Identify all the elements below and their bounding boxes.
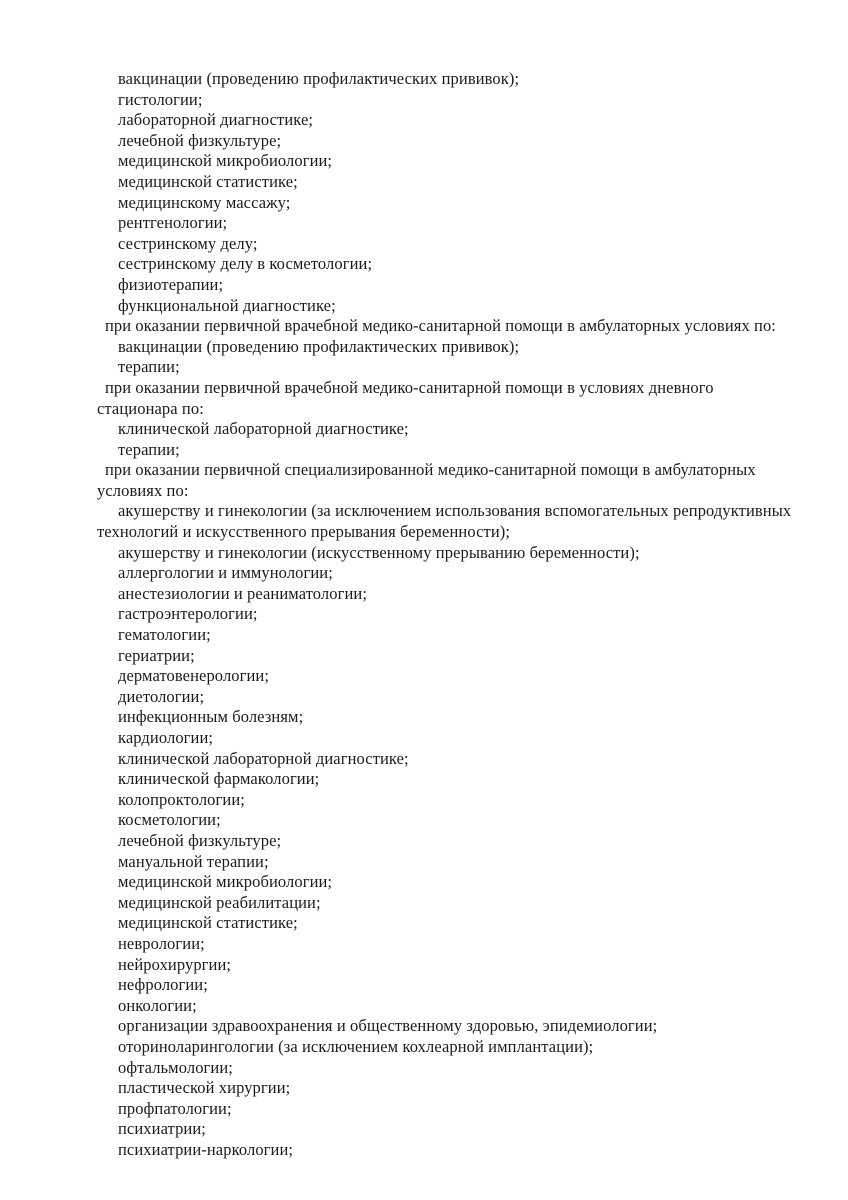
document-line: технологий и искусственного прерывания беременности); xyxy=(97,522,511,542)
document-line: гастроэнтерологии; xyxy=(118,604,258,624)
document-text xyxy=(97,69,807,1160)
document-line: функциональной диагностике; xyxy=(118,295,336,315)
document-line: нефрологии; xyxy=(118,975,208,995)
document-line: условиях по: xyxy=(97,480,189,500)
document-line: акушерству и гинекологии (за исключением использования вспомогательных репродуктивных xyxy=(118,501,792,521)
document-line: стационара по: xyxy=(97,398,204,418)
document-line: лечебной физкультуре; xyxy=(118,130,282,150)
document-line: гематологии; xyxy=(118,625,211,645)
document-line: офтальмологии; xyxy=(118,1057,233,1077)
document-line: диетологии; xyxy=(118,686,205,706)
document-line: профпатологии; xyxy=(118,1098,232,1118)
document-line: рентгенологии; xyxy=(118,213,228,233)
document-line: лечебной физкультуре; xyxy=(118,830,282,850)
document-line: вакцинации (проведению профилактических прививок); xyxy=(118,69,520,88)
document-line: сестринскому делу в косметологии; xyxy=(118,254,373,274)
document-line: медицинской микробиологии; xyxy=(118,872,333,892)
document-line: медицинской статистике; xyxy=(118,171,298,191)
document-line: физиотерапии; xyxy=(118,274,224,294)
document-line: психиатрии; xyxy=(118,1119,206,1139)
document-line: психиатрии-наркологии; xyxy=(118,1139,294,1159)
paragraph-lead-line: при оказании первичной специализированной медико-санитарной помощи в амбулаторных xyxy=(105,460,756,480)
document-line: гистологии; xyxy=(118,89,203,109)
document-line: клинической лабораторной диагностике; xyxy=(118,748,409,768)
document-line: косметологии; xyxy=(118,810,221,830)
document-line: оториноларингологии (за исключением кохлеарной имплантации); xyxy=(118,1036,594,1056)
document-line: гериатрии; xyxy=(118,645,195,665)
document-line: клинической фармакологии; xyxy=(118,769,320,789)
document-line: инфекционным болезням; xyxy=(118,707,304,727)
document-line: терапии; xyxy=(118,357,180,377)
document-line: дерматовенерологии; xyxy=(118,666,270,686)
document-line: аллергологии и иммунологии; xyxy=(118,563,333,583)
document-line: мануальной терапии; xyxy=(118,851,269,871)
document-line: медицинской микробиологии; xyxy=(118,151,333,171)
document-line: пластической хирургии; xyxy=(118,1078,291,1098)
document-line: терапии; xyxy=(118,439,180,459)
document-line: анестезиологии и реаниматологии; xyxy=(118,583,368,603)
document-line: колопроктологии; xyxy=(118,789,245,809)
paragraph-lead-line: при оказании первичной врачебной медико-санитарной помощи в амбулаторных условиях по: xyxy=(105,316,776,336)
document-line: сестринскому делу; xyxy=(118,233,258,253)
document-line: медицинскому массажу; xyxy=(118,192,291,212)
document-line: организации здравоохранения и общественному здоровью, эпидемиологии; xyxy=(118,1016,658,1036)
document-line: медицинской статистике; xyxy=(118,913,298,933)
paragraph-lead-line: при оказании первичной врачебной медико-санитарной помощи в условиях дневного xyxy=(105,377,714,397)
document-line: вакцинации (проведению профилактических прививок); xyxy=(118,336,520,356)
document-line: лабораторной диагностике; xyxy=(118,110,314,130)
document-line: акушерству и гинекологии (искусственному прерыванию беременности); xyxy=(118,542,640,562)
document-line: клинической лабораторной диагностике; xyxy=(118,419,409,439)
document-line: медицинской реабилитации; xyxy=(118,892,321,912)
document-line: онкологии; xyxy=(118,995,197,1015)
document-line: нейрохирургии; xyxy=(118,954,232,974)
document-line: кардиологии; xyxy=(118,728,214,747)
document-line: неврологии; xyxy=(118,933,205,953)
